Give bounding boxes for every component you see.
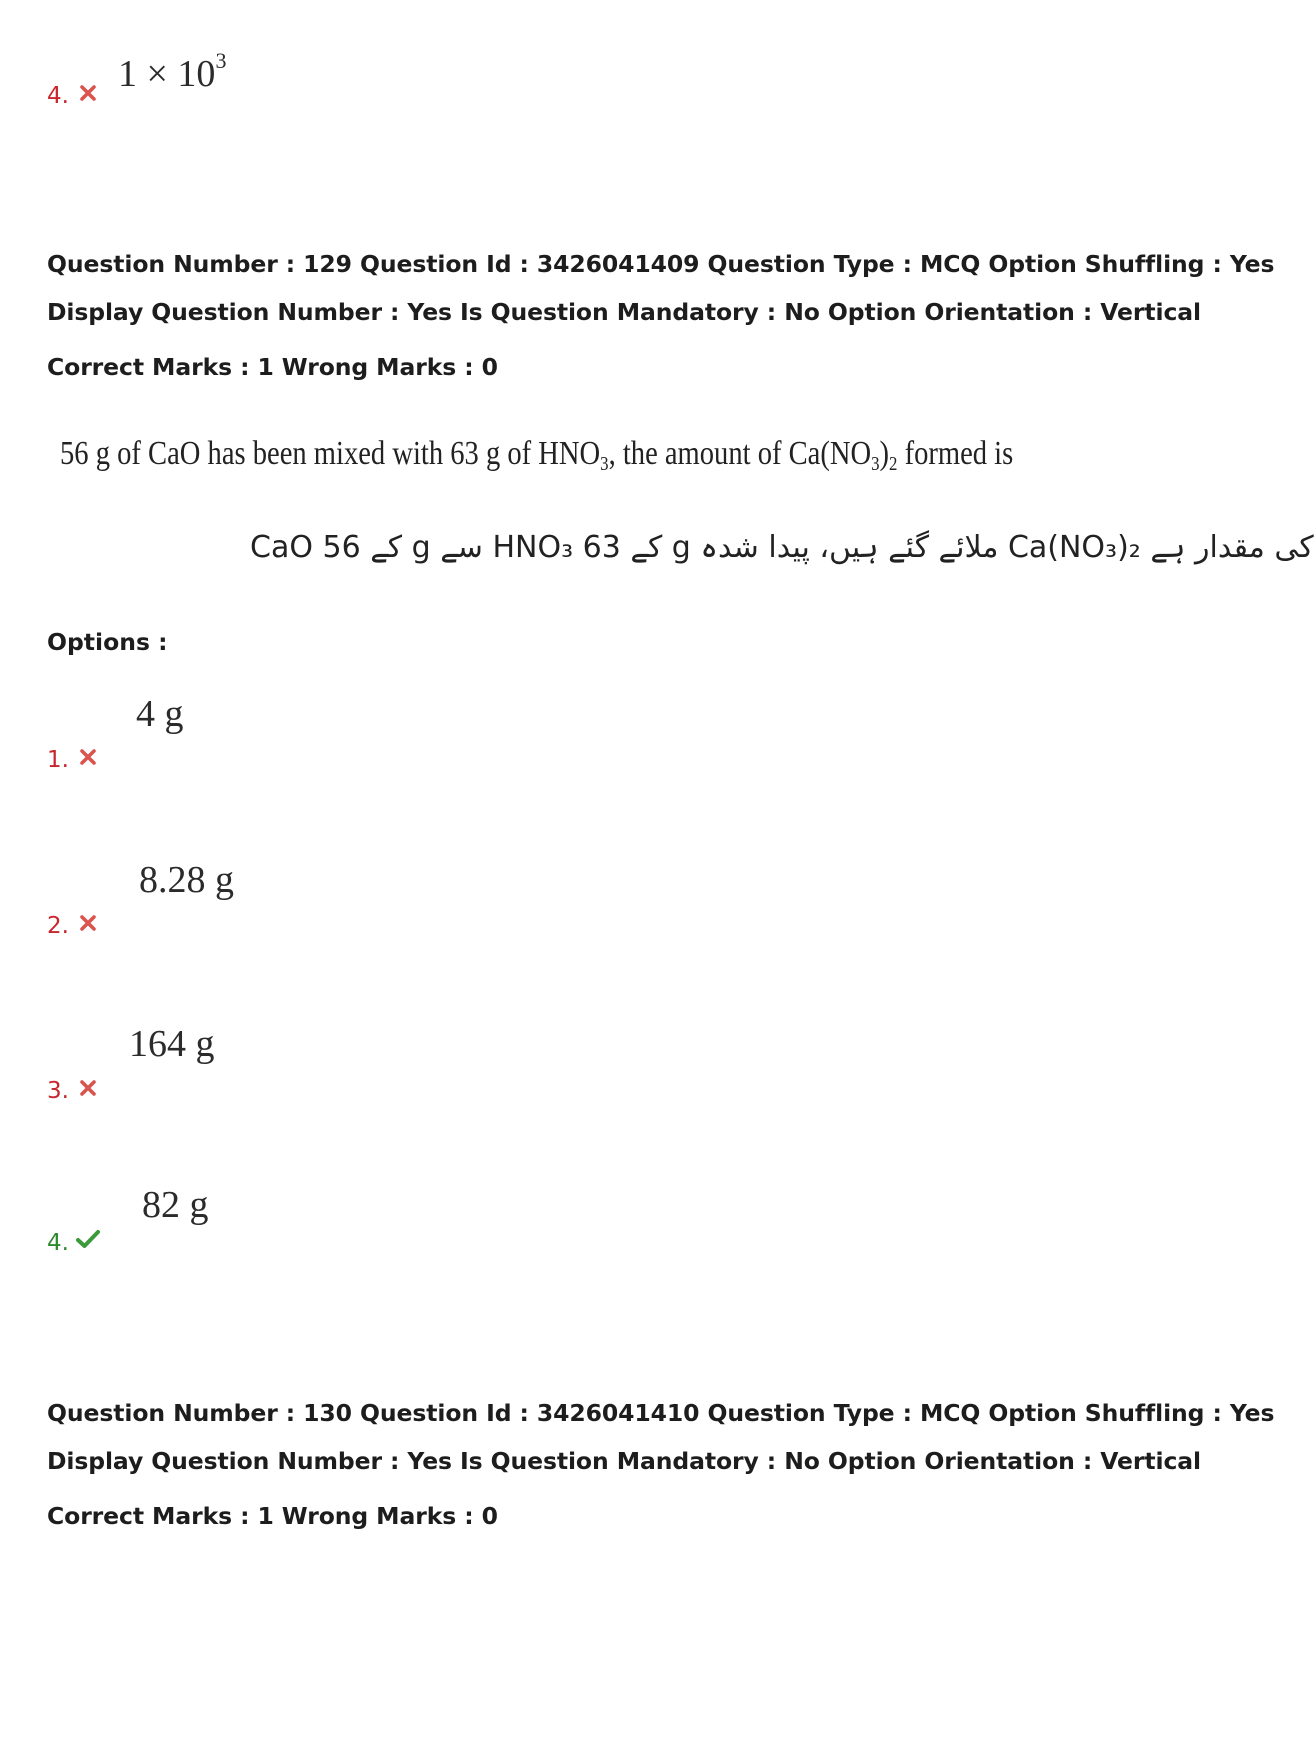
cross-icon (79, 1079, 97, 1097)
question-meta-line: Display Question Number : Yes Is Question Mandatory : No Option Orientation : Vertical (47, 298, 1201, 326)
option-value: 8.28 g (139, 859, 234, 901)
option-number: 1. (47, 747, 69, 773)
option-value: $1 \times 10^3$ (118, 48, 227, 95)
checkmark-icon (76, 1229, 100, 1249)
question-meta-line: Question Number : 129 Question Id : 3426041409 Question Type : MCQ Option Shuffling : Yes (47, 250, 1275, 278)
option-value: 164 g (129, 1023, 215, 1065)
cross-icon (79, 84, 97, 102)
option-number: 4. (47, 83, 69, 109)
question-meta-line: Question Number : 130 Question Id : 3426041410 Question Type : MCQ Option Shuffling : Yes (47, 1399, 1275, 1427)
option-number: 3. (47, 1078, 69, 1104)
question-marks-line: Correct Marks : 1 Wrong Marks : 0 (47, 353, 498, 381)
option-number: 4. (47, 1230, 69, 1256)
question-text-urdu: CaO کے 56 g سے HNO₃ کے 63 g ملائے گئے ہیں، پیدا شدہ Ca(NO₃)₂ کی مقدار ہے (250, 530, 1314, 565)
question-meta-line: Display Question Number : Yes Is Question Mandatory : No Option Orientation : Vertical (47, 1447, 1201, 1475)
option-number: 2. (47, 913, 69, 939)
option-value: 82 g (142, 1184, 209, 1226)
option-value: 4 g (136, 693, 184, 735)
cross-icon (79, 748, 97, 766)
options-label: Options : (47, 628, 168, 656)
cross-icon (79, 914, 97, 932)
question-marks-line: Correct Marks : 1 Wrong Marks : 0 (47, 1502, 498, 1530)
question-text-english: 56 g of CaO has been mixed with 63 g of $HNO_3$, the amount of $Ca(NO_3)_2$ formed is (60, 435, 1014, 475)
